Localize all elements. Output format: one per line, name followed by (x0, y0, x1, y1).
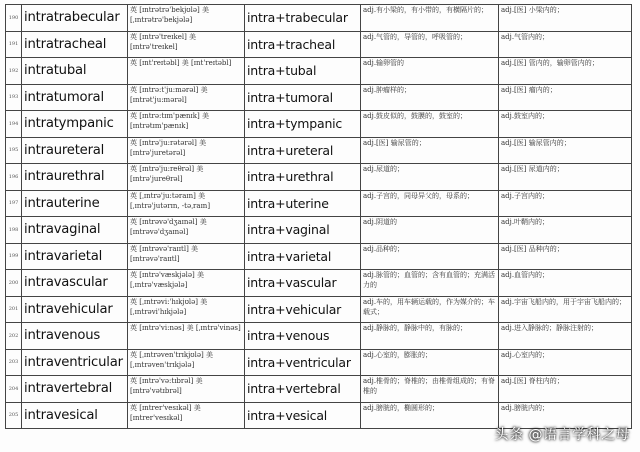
pronunciation-cell: 英 [ɪntrə'və:tɪbrəl] 美 [ɪntrə'vətɪbrəl] (128, 376, 245, 403)
word-cell: intravesical (22, 402, 128, 429)
word-cell: intravarietal (22, 243, 128, 270)
pronunciation-cell: 英 [ɪntrer'vesɪkəl] 美 [ɪntrer'vesɪkəl] (128, 402, 245, 429)
word-cell: intravascular (22, 270, 128, 297)
word-definition-cell: adj.血管内的； (499, 270, 632, 297)
table-body (6, 5, 632, 429)
row-number: 202 (6, 323, 22, 350)
root-definition-cell: adj.膀胱的，椭圆形的； (361, 402, 499, 429)
table-row (6, 190, 632, 217)
pronunciation-cell: 英 [ɪntrəvə'raɪɪtl] 美 [ɪntrəvə'raɪɪtl] (128, 243, 245, 270)
morpheme-cell: intra+vertebral (245, 376, 361, 403)
row-number: 194 (6, 111, 22, 138)
table-row (6, 217, 632, 244)
word-definition-cell: adj.[医] 管内的，输卵管内的； (499, 58, 632, 85)
table-row (6, 376, 632, 403)
table-row (6, 31, 632, 58)
table-row (6, 323, 632, 350)
root-definition-cell: adj.输卵管的 (361, 58, 499, 85)
word-definition-cell: adj.[医] 输尿管内的； (499, 137, 632, 164)
word-cell: intraventricular (22, 349, 128, 376)
word-cell: intratracheal (22, 31, 128, 58)
word-definition-cell: adj.[医] 尿道内的； (499, 164, 632, 191)
morpheme-cell: intra+tracheal (245, 31, 361, 58)
word-cell: intratrabecular (22, 5, 128, 32)
pronunciation-cell: 英 [ɪntrə'ju:reθrəl] 美 [ɪntrə'jureθrəl] (128, 164, 245, 191)
pronunciation-cell: 英 [ɪntrə'treɪkel] 美 [ɪntrə'treɪkel] (128, 31, 245, 58)
row-number: 198 (6, 217, 22, 244)
table-row (6, 349, 632, 376)
word-definition-cell: adj.叶鞘内的； (499, 217, 632, 244)
row-number: 204 (6, 376, 22, 403)
root-definition-cell: adj.品种的； (361, 243, 499, 270)
pronunciation-cell: 英 [ɪntrətrə'bekjʊlə] 美 [ˌɪntrətrə'bekjələ] (128, 5, 245, 32)
morpheme-cell: intra+varietal (245, 243, 361, 270)
table-row (6, 111, 632, 138)
word-definition-cell: adj.[医] 小梁内的； (499, 5, 632, 32)
table-row (6, 5, 632, 32)
word-definition-cell: adj.鼓室内的； (499, 111, 632, 138)
morpheme-cell: intra+ventricular (245, 349, 361, 376)
pronunciation-cell: 英 [ɪntrəvə'dʒaɪnəl] 美 [ɪntrəvə'dʒaɪnəl] (128, 217, 245, 244)
row-number: 200 (6, 270, 22, 297)
pronunciation-cell: 英 [ˌɪntrəven'trɪkjʊlə] 美 [ˌɪntrəven'trɪkjələ] (128, 349, 245, 376)
word-cell: intraurethral (22, 164, 128, 191)
word-cell: intratubal (22, 58, 128, 85)
word-definition-cell: adj.[医] 品种内的； (499, 243, 632, 270)
pronunciation-cell: 英 [ɪnt'reɪtəbl] 美 [ɪnt'reɪtəbl] (128, 58, 245, 85)
pronunciation-cell: 英 [ɪntrə:tɪm'pænɪk] 美 [ɪntrətɪm'pænɪk] (128, 111, 245, 138)
root-definition-cell: adj.脉管的；血管的；含有血管的；充满活力的 (361, 270, 499, 297)
pronunciation-cell: 英 [ɪntrə'ju:rətərəl] 美 [ɪntrə'juretərəl] (128, 137, 245, 164)
word-cell: intrauterine (22, 190, 128, 217)
watermark-text: 头条 @语言学科之母 (494, 427, 630, 443)
morpheme-cell: intra+vaginal (245, 217, 361, 244)
word-definition-cell: adj.宇宙飞船内的，用于宇宙飞船内的； (499, 296, 632, 323)
word-definition-cell: adj.气管内的； (499, 31, 632, 58)
root-definition-cell: adj.阴道的 (361, 217, 499, 244)
morpheme-cell: intra+venous (245, 323, 361, 350)
pronunciation-cell: 英 [ɪntrə:t'ju:mərəl] 美 [ɪntrət'ju:mərəl] (128, 84, 245, 111)
row-number: 191 (6, 31, 22, 58)
root-definition-cell: adj.心室的，膨胀的； (361, 349, 499, 376)
word-cell: intratumoral (22, 84, 128, 111)
word-cell: intravaginal (22, 217, 128, 244)
row-number: 192 (6, 58, 22, 85)
morpheme-cell: intra+tympanic (245, 111, 361, 138)
pronunciation-cell: 英 [ɪntrə'væskjələ] 美 [ˌɪntrə'væskjələ] (128, 270, 245, 297)
root-definition-cell: adj.[医] 输尿管的； (361, 137, 499, 164)
morpheme-cell: intra+vesical (245, 402, 361, 429)
row-number: 201 (6, 296, 22, 323)
table-row (6, 296, 632, 323)
word-definition-cell: adj.心室内的； (499, 349, 632, 376)
row-number: 197 (6, 190, 22, 217)
root-definition-cell: adj.尿道的； (361, 164, 499, 191)
morpheme-cell: intra+ureteral (245, 137, 361, 164)
row-number: 196 (6, 164, 22, 191)
table-row (6, 243, 632, 270)
row-number: 199 (6, 243, 22, 270)
table-row (6, 58, 632, 85)
root-definition-cell: adj.鼓皮似的，鼓膜的，鼓室的； (361, 111, 499, 138)
root-definition-cell: adj.车的，用车辆运载的，作为媒介的；车载式； (361, 296, 499, 323)
word-definition-cell: adj.膀胱内的； (499, 402, 632, 429)
table-row (6, 270, 632, 297)
word-definition-cell: adj.[医] 瘤内的； (499, 84, 632, 111)
word-cell: intravenous (22, 323, 128, 350)
word-cell: intravertebral (22, 376, 128, 403)
table-row (6, 164, 632, 191)
morpheme-cell: intra+uterine (245, 190, 361, 217)
morpheme-cell: intra+tubal (245, 58, 361, 85)
word-definition-cell: adj.子宫内的； (499, 190, 632, 217)
vocabulary-table (5, 4, 632, 429)
morpheme-cell: intra+vehicular (245, 296, 361, 323)
morpheme-cell: intra+urethral (245, 164, 361, 191)
row-number: 205 (6, 402, 22, 429)
pronunciation-cell: 英 [ɪntrə'vi:nəs] 美 [ˌɪntrə'vinəs] (128, 323, 245, 350)
root-definition-cell: adj.子宫的，同母异父的，母系的； (361, 190, 499, 217)
row-number: 203 (6, 349, 22, 376)
word-cell: intravehicular (22, 296, 128, 323)
root-definition-cell: adj.气管的，导管的，呼吸管的； (361, 31, 499, 58)
morpheme-cell: intra+trabecular (245, 5, 361, 32)
pronunciation-cell: 英 [ˌɪntrə'ju:təraɪn] 美 [ˌɪntrə'jutərɪn, -təˌraɪn] (128, 190, 245, 217)
root-definition-cell: adj.椎骨的；脊椎的；由椎骨组成的；有脊椎的 (361, 376, 499, 403)
row-number: 190 (6, 5, 22, 32)
word-definition-cell: adj.[医] 脊柱内的； (499, 376, 632, 403)
table-row (6, 137, 632, 164)
row-number: 195 (6, 137, 22, 164)
word-cell: intraureteral (22, 137, 128, 164)
root-definition-cell: adj.有小梁的，有小带的，有横隔片的； (361, 5, 499, 32)
pronunciation-cell: 英 [ˌɪntrəvi:'hɪkjʊlə] 美 [ˌɪntrəvi'hɪkjələ] (128, 296, 245, 323)
row-number: 193 (6, 84, 22, 111)
morpheme-cell: intra+vascular (245, 270, 361, 297)
table-row (6, 84, 632, 111)
root-definition-cell: adj.静脉的，静脉中的，有脉的； (361, 323, 499, 350)
morpheme-cell: intra+tumoral (245, 84, 361, 111)
word-cell: intratympanic (22, 111, 128, 138)
word-definition-cell: adj.进入静脉的；静脉注射的； (499, 323, 632, 350)
root-definition-cell: adj.肿瘤样的； (361, 84, 499, 111)
